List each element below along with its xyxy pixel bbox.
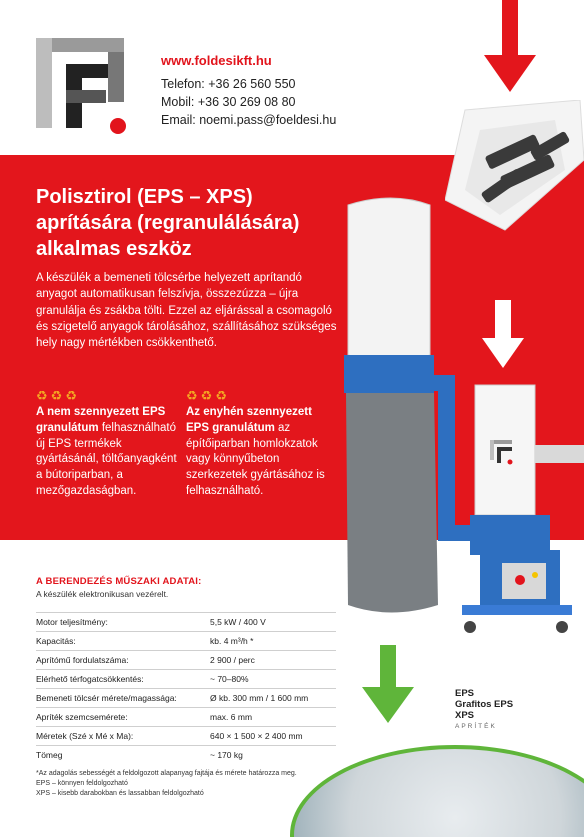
material-label: EPS (455, 688, 475, 699)
recycle-icon: ♻ (36, 388, 48, 403)
material-label: APRÍTÉK (455, 723, 497, 730)
table-row (36, 651, 336, 670)
material-labels (455, 688, 513, 732)
uncontaminated-column (36, 405, 186, 500)
recycle-icons-left (36, 388, 77, 404)
shredder-machine-image (330, 195, 584, 655)
specs-subheading: A készülék elektronikusan vezérelt. (36, 589, 169, 599)
spec-value: ~ 170 kg (210, 750, 243, 761)
recycle-icons-right (186, 388, 227, 404)
table-row (36, 670, 336, 689)
spec-value: max. 6 mm (206, 708, 336, 727)
mobile-text: Mobil: +36 30 269 08 80 (161, 95, 296, 109)
table-row (36, 708, 336, 727)
spec-label: Kapacitás: (36, 632, 206, 651)
company-logo (36, 38, 128, 134)
spec-value: Ø kb. 300 mm / 1 600 mm (206, 689, 336, 708)
website-link[interactable]: www.foldesikft.hu (161, 53, 272, 68)
spec-label: Méretek (Szé x Mé x Ma): (36, 727, 206, 746)
footnotes (36, 769, 297, 799)
material-label: Grafitos EPS (455, 699, 514, 710)
uncontaminated-text: felhasználható új EPS termékek gyártásánál, töltőanyagként a bútoriparban, a mezőgazdaságban. (36, 421, 177, 497)
spec-label: Tömeg (36, 750, 63, 761)
arrow-down-icon (480, 0, 540, 95)
footnote: EPS – könnyen feldolgozható (36, 780, 128, 787)
footnote: *Az adagolás sebességét a feldolgozott alapanyag fajtája és mérete határozza meg. (36, 770, 297, 777)
spec-label: Elérhető térfogatcsökkentés: (36, 670, 206, 689)
recycle-icon: ♻ (200, 388, 213, 403)
spec-label: Bemeneti tölcsér mérete/magassága: (36, 689, 206, 708)
material-label: XPS (455, 710, 475, 721)
spec-value: 640 × 1 500 × 2 400 mm (206, 727, 336, 746)
contaminated-column (186, 405, 336, 500)
spec-value: ~ 70–80% (206, 670, 336, 689)
recycle-icon: ♻ (50, 388, 63, 403)
spec-value: 2 900 / perc (206, 651, 336, 670)
table-row (36, 746, 336, 765)
footnote: XPS – kisebb darabokban és lassabban feldolgozható (36, 790, 204, 797)
table-row (36, 727, 336, 746)
page-title: Polisztirol (EPS – XPS) aprítására (regranulálására) alkalmas eszköz (36, 186, 300, 260)
spec-value: 5,5 kW / 400 V (206, 613, 336, 632)
uncontaminated-heading: A nem szennyezett EPS granulátum (36, 406, 166, 434)
specs-heading: A BERENDEZÉS MŰSZAKI ADATAI: (36, 576, 202, 587)
email-text[interactable]: Email: noemi.pass@foeldesi.hu (161, 113, 337, 127)
spec-label: Aprítómű fordulatszáma: (36, 651, 206, 670)
spec-value: kb. 4 m³/h * (206, 632, 336, 651)
table-row (36, 632, 336, 651)
spec-label: Motor teljesítmény: (36, 613, 206, 632)
intro-paragraph: A készülék a bemeneti tölcsérbe helyezett aprítandó anyagot automatikusan felszívja, összezúzza – újra granulálja és zsákba tölti. Ezzel az eljárással a csomagoló és szigetelő anyagok tárolásához, szállításához szükséges hely nagy mértékben csökkenthető. (36, 272, 337, 350)
table-row (36, 689, 336, 708)
specs-table (36, 612, 336, 765)
contaminated-heading: Az enyhén szennyezett EPS granulátum (186, 406, 312, 434)
recycle-icon: ♻ (215, 388, 227, 403)
phone-text: Telefon: +36 26 560 550 (161, 77, 296, 91)
spec-label: Apríték szemcsemérete: (36, 708, 206, 727)
table-row (36, 613, 336, 632)
contaminated-text: az építőiparban homlokzatok vagy könnyűbeton szerkezetek gyártásához is felhasználható. (186, 421, 325, 497)
recycle-icon: ♻ (65, 388, 77, 403)
contact-block (161, 52, 336, 129)
arrow-down-icon (360, 645, 416, 725)
recycle-icon: ♻ (186, 388, 198, 403)
